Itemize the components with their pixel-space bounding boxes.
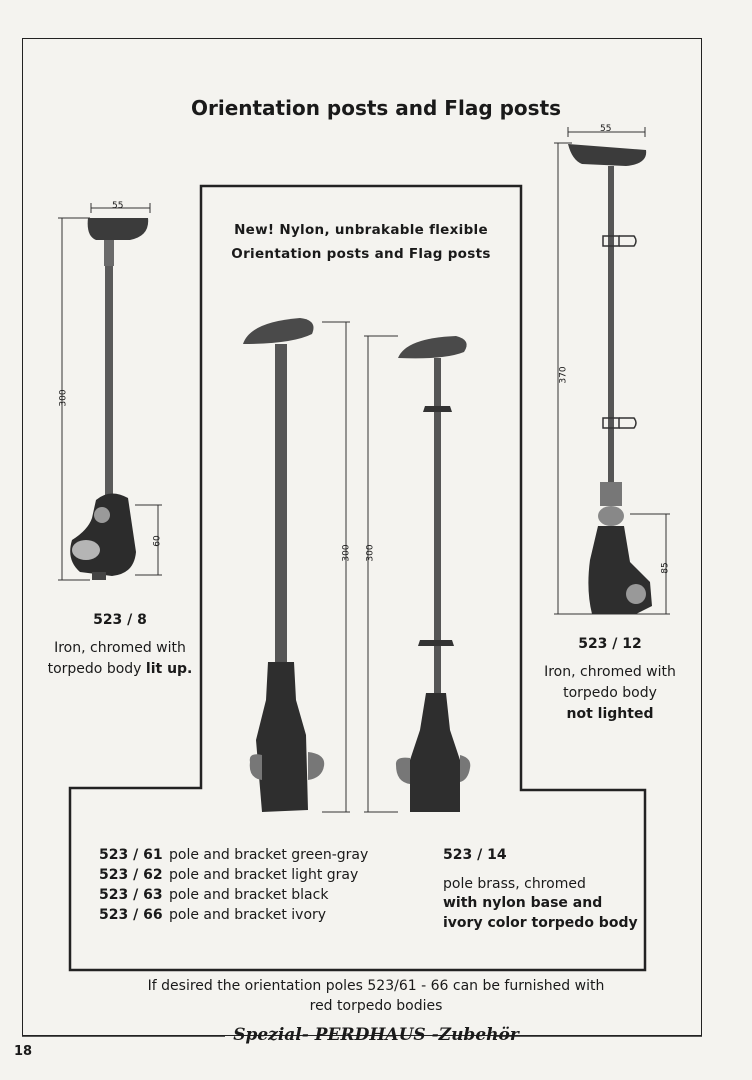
variant-code: 523 / 61 [99,847,163,863]
right-base-dim: 85 [660,562,671,574]
right-product-line-1: Iron, chromed with [544,664,676,680]
variant-14-line-1: pole brass, chromed [443,876,586,892]
variant-desc: pole and bracket light gray [169,867,359,883]
variant-code: 523 / 62 [99,867,163,883]
center-post-2-illustration [364,336,470,812]
variant-desc: pole and bracket ivory [169,907,327,923]
left-height-dim: 300 [58,389,69,407]
left-product-line-1: Iron, chromed with [54,640,186,656]
variant-14-line-2: with nylon base and [443,895,603,911]
center-pole-1-height-dim: 300 [341,544,352,562]
right-height-dim: 370 [558,366,569,384]
variant-code: 523 / 66 [99,907,163,923]
right-width-dim: 55 [600,124,612,134]
right-product-line-2: torpedo body [563,685,657,701]
center-pole-2-height-dim: 300 [365,544,376,562]
left-width-dim: 55 [112,201,124,211]
variant-desc: pole and bracket black [169,887,329,903]
right-product-line-3: not lighted [566,706,654,722]
page-title: Orientation posts and Flag posts [190,96,562,120]
subtitle-line-1: New! Nylon, unbrakable flexible [234,222,488,238]
left-product-code: 523 / 8 [93,612,147,628]
center-post-1-illustration [243,318,350,812]
variant-14-line-3: ivory color torpedo body [443,915,638,931]
page-number: 18 [14,1044,33,1059]
brand-logo-text: Spezial- PERDHAUS -Zubehör [233,1025,519,1045]
footer-note-line-2: red torpedo bodies [309,998,443,1014]
right-product-code: 523 / 12 [578,636,642,652]
subtitle-line-2: Orientation posts and Flag posts [231,246,491,262]
variant-14-code: 523 / 14 [443,847,507,863]
variant-desc: pole and bracket green-gray [169,847,369,863]
right-post-illustration [554,127,670,614]
left-base-dim: 60 [152,535,163,547]
left-post-illustration [58,203,162,580]
left-product-line-2: torpedo body lit up. [47,661,193,677]
variant-code: 523 / 63 [99,887,163,903]
footer-note-line-1: If desired the orientation poles 523/61 - 66 can be furnished with [147,978,605,994]
